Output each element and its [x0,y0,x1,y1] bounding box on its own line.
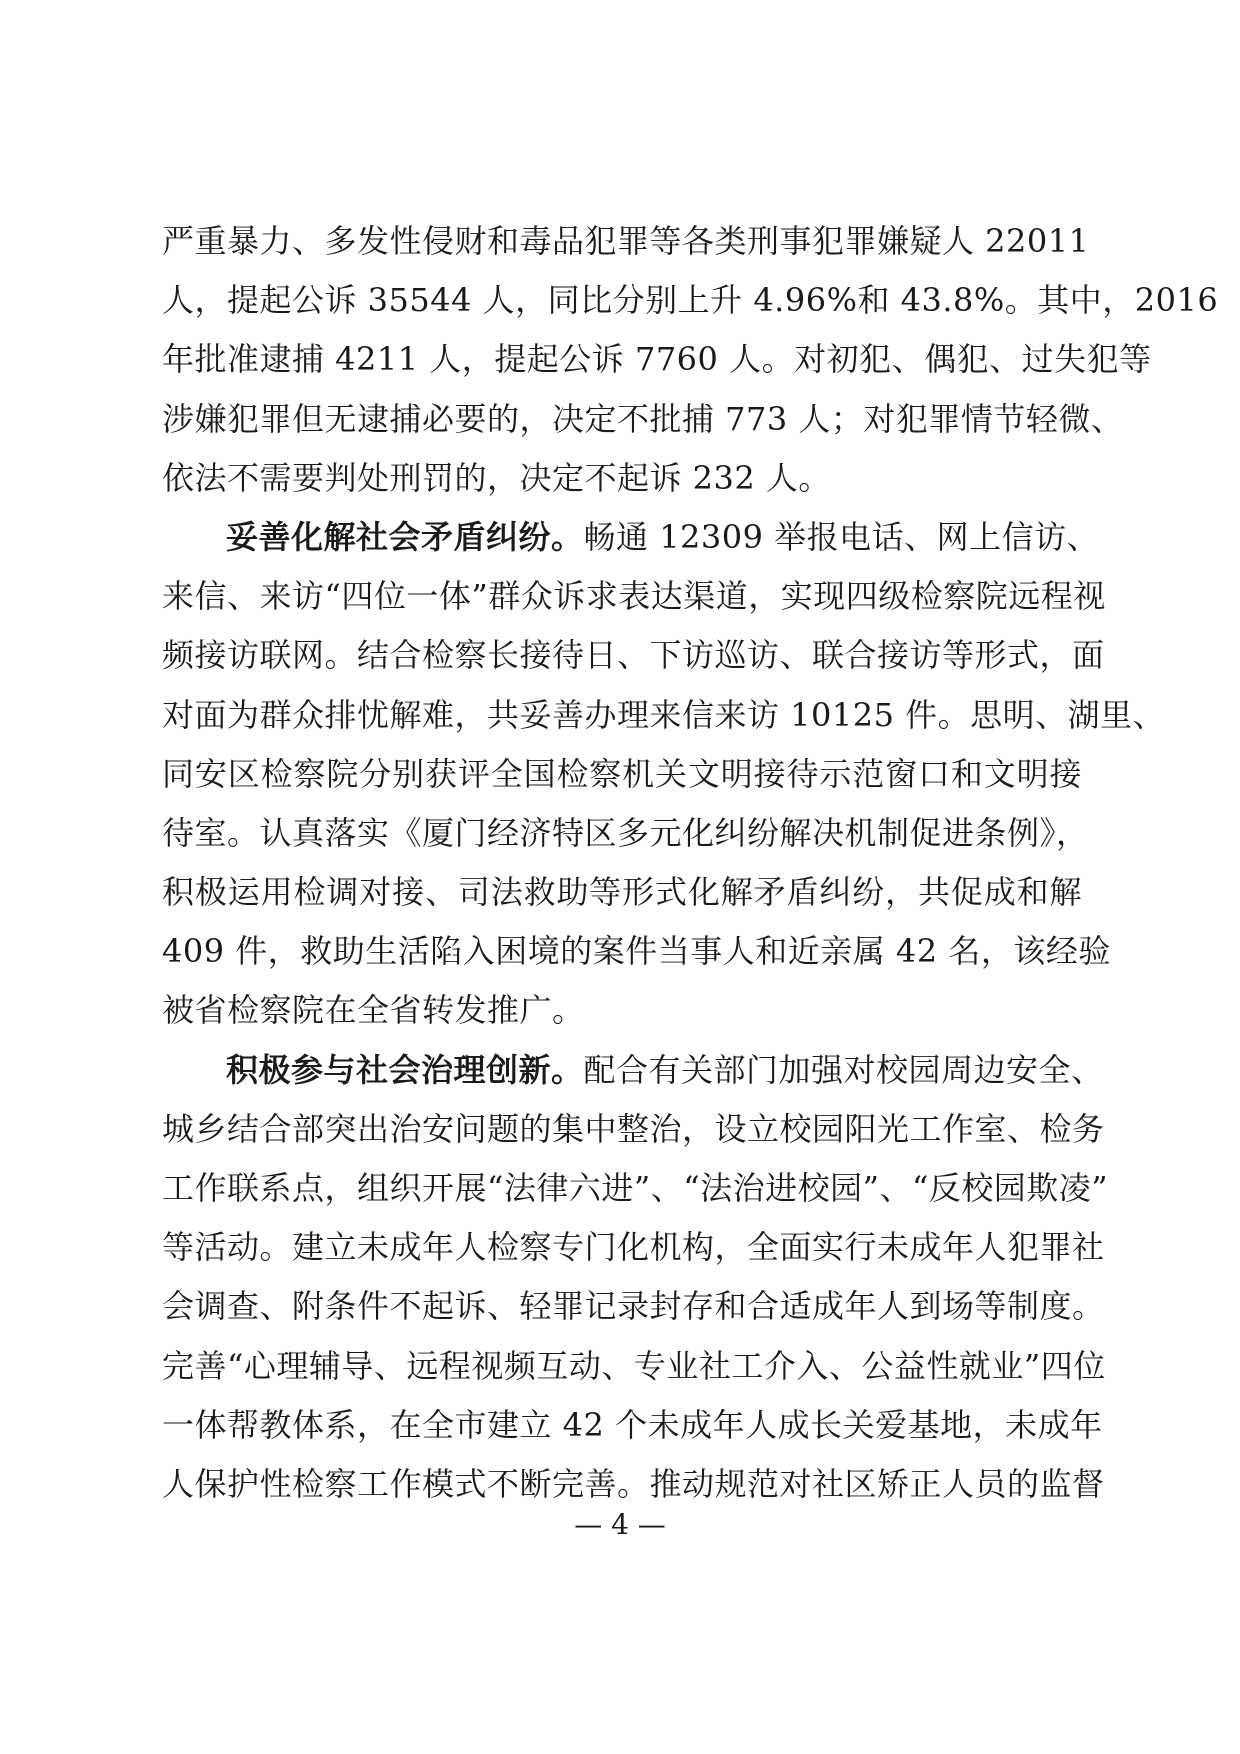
paragraph-1 [162,212,1219,508]
text-line: 积极运用检调对接、司法救助等形式化解矛盾纠纷，共促成和解 [162,873,1082,912]
text-line: 涉嫌犯罪但无逮捕必要的，决定不批捕 773 人；对犯罪情节轻微、 [162,399,1124,438]
paragraph-first-line [162,508,1100,567]
text-line: 人保护性检察工作模式不断完善。推动规范对社区矫正人员的监督 [162,1464,1105,1503]
text-line: 完善“心理辅导、远程视频互动、专业社工介入、公益性就业”四位 [162,1346,1106,1385]
paragraph-2 [162,508,1166,1041]
section-heading: 妥善化解社会矛盾纠纷。 [226,517,584,556]
text-line: 被省检察院在全省转发推广。 [162,991,585,1030]
text-line: 等活动。建立未成年人检察专门化机构，全面实行未成年人犯罪社 [162,1228,1105,1267]
text-line: 待室。认真落实《厦门经济特区多元化纠纷解决机制促进条例》， [162,813,1089,852]
text-line: 依法不需要判处刑罚的，决定不起诉 232 人。 [162,458,831,497]
body-text [162,212,1219,1514]
paragraph-3 [162,1041,1109,1515]
text-line: 严重暴力、多发性侵财和毒品犯罪等各类刑事犯罪嫌疑人 22011 [162,222,1090,260]
section-heading: 积极参与社会治理创新。 [226,1050,584,1089]
text-line: 来信、来访“四位一体”群众诉求表达渠道，实现四级检察院远程视 [162,577,1106,616]
text-run: 配合有关部门加强对校园周边安全、 [583,1050,1104,1089]
text-line: 城乡结合部突出治安问题的集中整治，设立校园阳光工作室、检务 [162,1109,1105,1148]
text-run: 畅通 12309 举报电话、网上信访、 [583,517,1100,556]
text-line: 人，提起公诉 35544 人，同比分别上升 4.96%和 43.8%。其中，2016 [162,281,1219,320]
text-line: 年批准逮捕 4211 人，提起公诉 7760 人。对初犯、偶犯、过失犯等 [162,340,1152,379]
text-line: 频接访联网。结合检察长接待日、下访巡访、联合接访等形式，面 [162,636,1105,675]
text-line: 409 件，救助生活陷入困境的案件当事人和近亲属 42 名，该经验 [162,932,1111,971]
page-number: — 4 — [574,1508,666,1541]
text-line: 同安区检察院分别获评全国检察机关文明接待示范窗口和文明接 [162,754,1082,793]
text-line: 会调查、附条件不起诉、轻罪记录封存和合适成年人到场等制度。 [162,1287,1105,1326]
text-line: 工作联系点，组织开展“法律六进”、“法治进校园”、“反校园欺凌” [162,1169,1109,1207]
text-line: 一体帮教体系，在全市建立 42 个未成年人成长关爱基地，未成年 [162,1405,1103,1444]
text-line: 对面为群众排忧解难，共妥善办理来信来访 10125 件。思明、湖里、 [162,695,1166,734]
paragraph-first-line [162,1041,1104,1100]
